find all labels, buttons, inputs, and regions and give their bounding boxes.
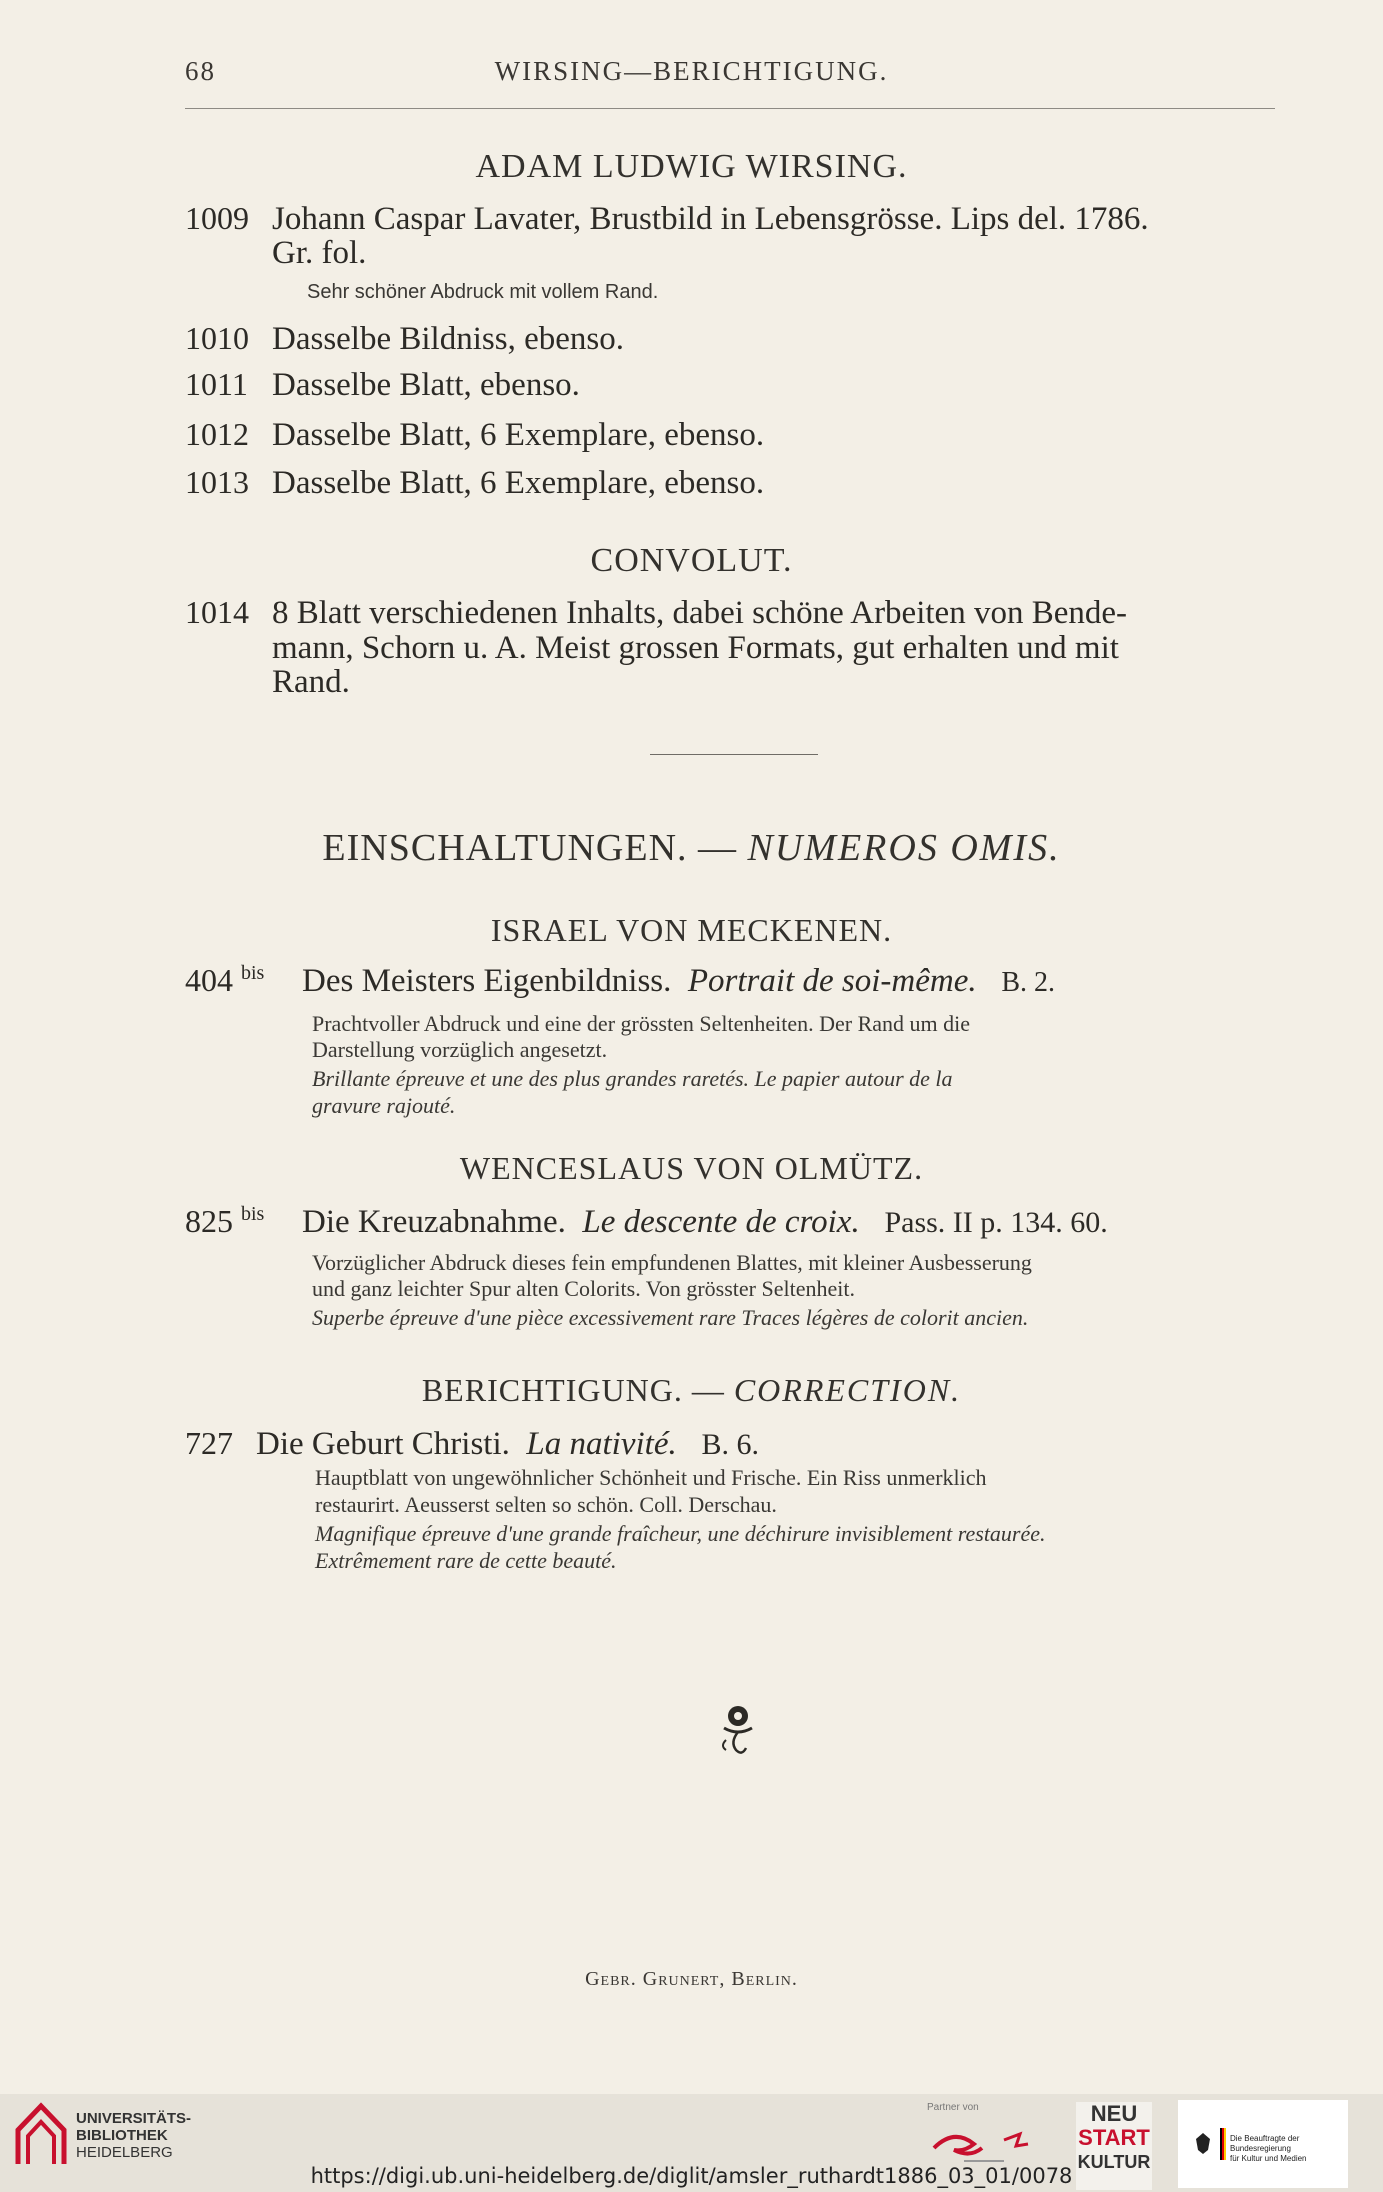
header-rule xyxy=(185,108,1275,109)
einschaltungen-de: EINSCHALTUNGEN. — xyxy=(322,827,738,869)
entry-text-1009: Johann Caspar Lavater, Brustbild in Lebensgrösse. Lips del. 1786. xyxy=(272,201,1149,237)
entry-text-1012: Dasselbe Blatt, 6 Exemplare, ebenso. xyxy=(272,417,765,453)
entry-note-404-1: Prachtvoller Abdruck und eine der grössten Seltenheiten. Der Rand um die xyxy=(312,1011,970,1036)
entry-number-1012: 1012 xyxy=(185,416,249,452)
entry-ref: Pass. II p. 134. 60. xyxy=(884,1206,1108,1239)
entry-note-727-2: restaurirt. Aeusserst selten so schön. Coll. Derschau. xyxy=(315,1492,777,1517)
entry-number-1013: 1013 xyxy=(185,464,249,500)
partner-label: Partner von xyxy=(927,2102,979,2113)
entry-text-1014-cont: mann, Schorn u. A. Meist grossen Formats, gut erhalten und mit xyxy=(272,630,1119,666)
entry-number-1014: 1014 xyxy=(185,594,249,630)
library-line-1: UNIVERSITÄTS- xyxy=(76,2110,192,2127)
entry-title-fr: Portrait de soi-même. xyxy=(687,963,977,999)
entry-note-1009: Sehr schöner Abdruck mit vollem Rand. xyxy=(307,281,659,303)
entry-text-727 xyxy=(256,1423,759,1466)
berichtigung-de: BERICHTIGUNG. — xyxy=(421,1372,725,1408)
entry-ref: B. 2. xyxy=(1001,967,1056,998)
section-divider xyxy=(650,754,818,755)
entry-num-404: 404 xyxy=(185,962,233,998)
bkm-line-1: Die Beauftragte der Bundesregierung xyxy=(1230,2134,1300,2153)
entry-number-1009: 1009 xyxy=(185,200,249,236)
entry-text-1014: 8 Blatt verschiedenen Inhalts, dabei schöne Arbeiten von Bende- xyxy=(272,595,1127,631)
entry-number-727: 727 xyxy=(185,1425,233,1461)
neustart-line-3: KULTUR xyxy=(1077,2152,1151,2172)
entry-text-1011: Dasselbe Blatt, ebenso. xyxy=(272,367,580,403)
entry-text-825 xyxy=(302,1201,1108,1244)
page-number: 68 xyxy=(185,56,216,86)
entry-note-727-1: Hauptblatt von ungewöhnlicher Schönheit und Frische. Ein Riss unmerklich xyxy=(315,1465,987,1490)
running-title: WIRSING—BERICHTIGUNG. xyxy=(494,56,889,86)
entry-ref: B. 6. xyxy=(701,1428,759,1461)
entry-note-404-fr2: gravure rajouté. xyxy=(312,1093,456,1118)
ddb-bird-logo-icon xyxy=(924,2118,1044,2168)
entry-number-1010: 1010 xyxy=(185,320,249,356)
library-name xyxy=(76,2110,191,2161)
section-title-einschaltungen xyxy=(0,826,1383,870)
library-line-3: HEIDELBERG xyxy=(76,2144,173,2161)
entry-note-727-fr2: Extrêmement rare de cette beauté. xyxy=(315,1548,617,1573)
entry-title-de: Des Meisters Eigenbildniss. xyxy=(302,963,672,999)
section-title-berichtigung xyxy=(0,1372,1383,1409)
entry-note-727-fr1: Magnifique épreuve d'une grande fraîcheur, une déchirure invisiblement restaurée. xyxy=(315,1521,1046,1546)
bis-marker: bis xyxy=(241,1203,265,1225)
section-title-olmuetz: WENCESLAUS VON OLMÜTZ. xyxy=(459,1150,924,1186)
section-title-wirsing: ADAM LUDWIG WIRSING. xyxy=(475,148,908,185)
entry-title-fr: La nativité. xyxy=(526,1426,677,1462)
entry-note-404-2: Darstellung vorzüglich angesetzt. xyxy=(312,1037,608,1062)
entry-num-825: 825 xyxy=(185,1203,233,1239)
neustart-line-1: NEU xyxy=(1090,2101,1138,2126)
entry-text-1014-end: Rand. xyxy=(272,664,350,700)
entry-note-825-fr1: Superbe épreuve d'une pièce excessivement rare Traces légères de colorit ancien. xyxy=(312,1305,1029,1330)
einschaltungen-fr: NUMEROS OMIS. xyxy=(747,827,1061,869)
entry-number-1011: 1011 xyxy=(185,366,248,402)
imprint: Gebr. Grunert, Berlin. xyxy=(585,1968,798,1990)
entry-title-de: Die Geburt Christi. xyxy=(256,1426,510,1462)
entry-number-404 xyxy=(185,962,264,999)
library-line-2: BIBLIOTHEK xyxy=(76,2127,168,2144)
entry-text-1010: Dasselbe Bildniss, ebenso. xyxy=(272,321,624,357)
permalink-url[interactable]: https://digi.ub.uni-heidelberg.de/diglit/amsler_ruthardt1886_03_01/0078 xyxy=(310,2164,1073,2188)
entry-text-1013: Dasselbe Blatt, 6 Exemplare, ebenso. xyxy=(272,465,765,501)
entry-title-fr: Le descente de croix. xyxy=(582,1204,860,1240)
bis-marker: bis xyxy=(241,962,265,984)
entry-note-825-2: und ganz leichter Spur alten Colorits. Von grösster Seltenheit. xyxy=(312,1276,855,1301)
entry-number-825 xyxy=(185,1203,264,1240)
bkm-line-2: für Kultur und Medien xyxy=(1230,2154,1307,2163)
entry-text-1009-cont: Gr. fol. xyxy=(272,235,367,271)
entry-title-de: Die Kreuzabnahme. xyxy=(302,1204,566,1240)
section-title-convolut: CONVOLUT. xyxy=(590,542,793,579)
section-title-meckenen: ISRAEL VON MECKENEN. xyxy=(490,912,893,948)
neustart-line-2: START xyxy=(1078,2125,1150,2150)
entry-text-404 xyxy=(302,960,1055,1004)
entry-note-825-1: Vorzüglicher Abdruck dieses fein empfundenen Blattes, mit kleiner Ausbesserung xyxy=(312,1250,1032,1275)
bkm-text xyxy=(1230,2134,1348,2164)
federal-eagle-icon xyxy=(1190,2130,1216,2156)
entry-note-404-fr1: Brillante épreuve et une des plus grandes raretés. Le papier autour de la xyxy=(312,1066,953,1091)
fleuron-ornament-icon xyxy=(716,1702,760,1758)
flag-stripe-gold xyxy=(1224,2128,1226,2160)
university-library-logo-icon xyxy=(14,2100,68,2170)
berichtigung-fr: CORRECTION. xyxy=(733,1372,962,1408)
